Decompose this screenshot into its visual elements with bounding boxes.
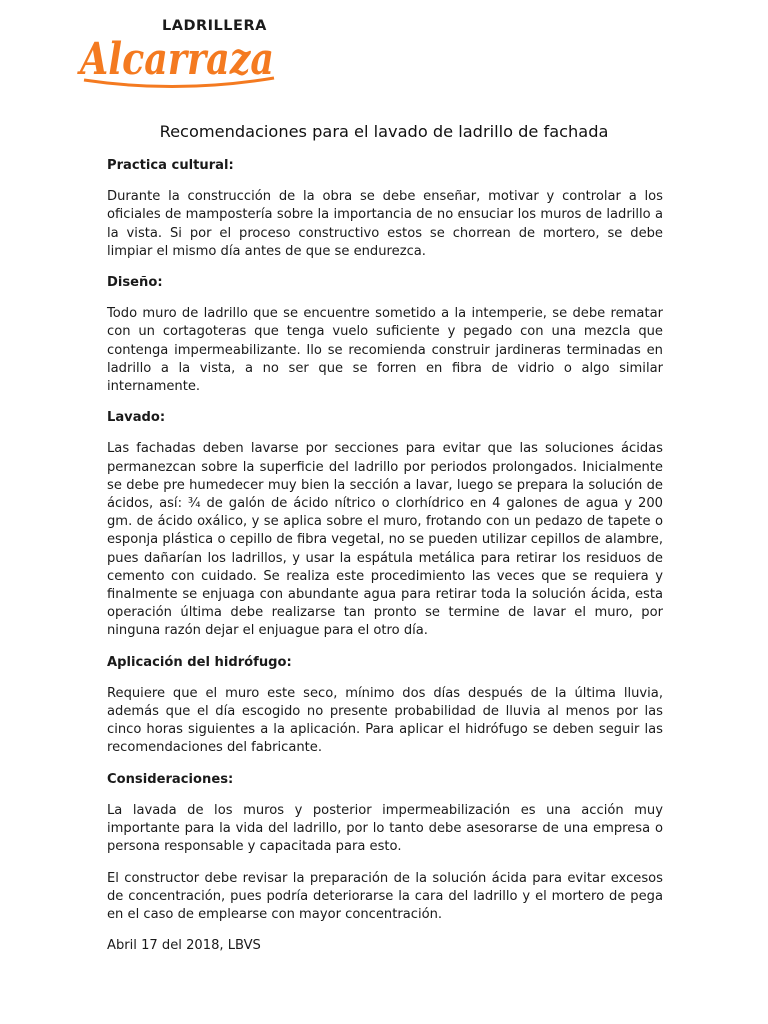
document-body bbox=[107, 157, 663, 955]
document-title: Recomendaciones para el lavado de ladrillo de fachada bbox=[159, 122, 609, 141]
logo-main-text: Alcarraza bbox=[76, 34, 274, 85]
section-paragraph: La lavada de los muros y posterior impermeabilización es una acción muy importante para la vida del ladrillo, por lo tanto debe asesorarse de una empresa o persona responsable y capacitada para esto. bbox=[107, 802, 663, 855]
section-paragraph: Todo muro de ladrillo que se encuentre sometido a la intemperie, se debe rematar con un cortagoteras que tenga vuelo suficiente y pegado con una mezcla que contenga impermeabilizante. Ilo se recomienda construir jardineras terminadas en ladrillo a la vista, a no ser que se forren en fibra de vidrio o algo similar internamente. bbox=[107, 306, 663, 395]
section-lavado bbox=[107, 409, 663, 640]
logo-top-text: LADRILLERA bbox=[162, 18, 267, 34]
section-heading: Practica cultural: bbox=[107, 158, 234, 173]
section-heading: Aplicación del hidrófugo: bbox=[107, 654, 292, 670]
section-consideraciones bbox=[107, 771, 663, 924]
section-paragraph: Las fachadas deben lavarse por secciones para evitar que las soluciones ácidas permanezcan sobre la superficie del ladrillo por periodos prolongados. Inicialmente se debe pre humedecer muy bien la sección a lavar, luego se prepara la solución de ácidos, así: ¾ de galón de ácido nítrico o clorhídrico en 4 galones de agua y 200 gm. de ácido oxálico, y se aplica sobre el muro, frotando con un pedazo de tapete o esponja plástica o cepillo de fibra vegetal, no se pueden utilizar cepillos de alambre, pues dañarían los ladrillos, y usar la espátula metálica para retirar los residuos de cemento con cuidado. Se realiza este procedimiento las veces que se requiera y finalmente se enjuaga con abundante agua para retirar toda la solución ácida, esta operación última debe realizarse tan pronto se termine de lavar el muro, por ninguna razón dejar el enjuague para el otro día. bbox=[107, 441, 663, 639]
section-hidrofugo bbox=[107, 654, 663, 758]
section-heading: Consideraciones: bbox=[107, 771, 234, 787]
section-heading: Diseño: bbox=[107, 275, 163, 291]
section-paragraph: Durante la construcción de la obra se debe enseñar, motivar y controlar a los oficiales de mampostería sobre la importancia de no ensuciar los muros de ladrillo a la vista. Si por el proceso constructivo estos se chorrean de mortero, se debe limpiar el mismo día antes de que se endurezca. bbox=[107, 189, 663, 259]
section-practica-cultural bbox=[107, 157, 663, 261]
section-paragraph: El constructor debe revisar la preparación de la solución ácida para evitar excesos de concentración, pues podría deteriorarse la cara del ladrillo y el mortero de pega en el caso de emplearse con mayor concentración. bbox=[107, 870, 663, 922]
section-diseno bbox=[107, 274, 663, 396]
company-logo bbox=[78, 10, 278, 94]
date-signature: Abril 17 del 2018, LBVS bbox=[107, 938, 261, 954]
section-paragraph: Requiere que el muro este seco, mínimo dos días después de la última lluvia, además que el día escogido no presente probabilidad de lluvia al menos por las cinco horas siguientes a la aplicación. Para aplicar el hidrófugo se deben seguir las recomendaciones del fabricante. bbox=[107, 685, 663, 756]
section-heading: Lavado: bbox=[107, 410, 166, 426]
